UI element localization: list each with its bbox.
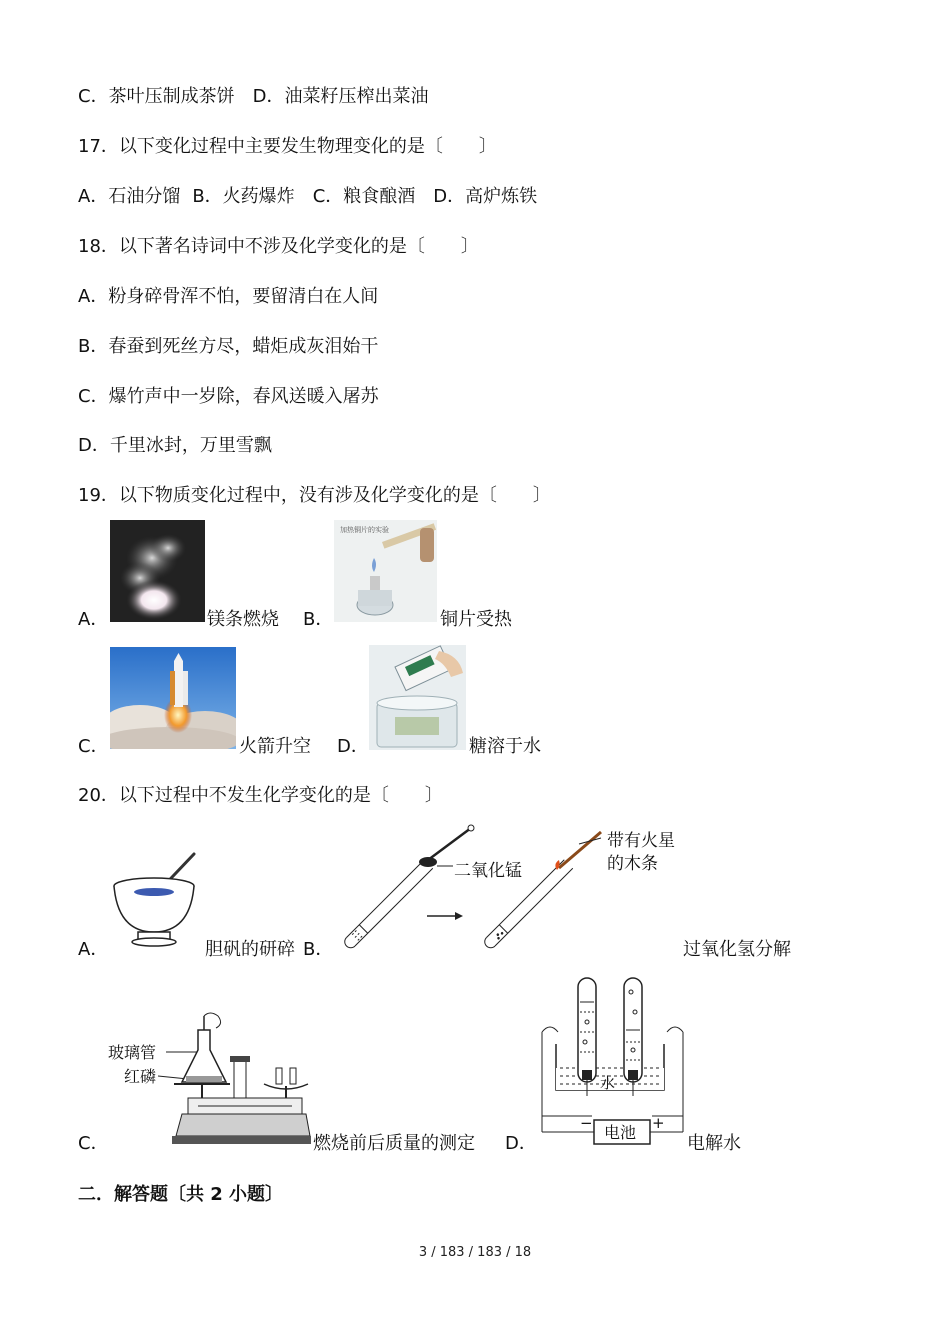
q20-b-prefix: B． xyxy=(303,939,334,960)
section-2-heading: 二．解答题〔共 2 小题〕 xyxy=(78,1184,284,1205)
q17-option-b: B．火药爆炸 xyxy=(192,186,295,207)
q20-d-prefix: D． xyxy=(505,1133,537,1154)
q20-stem: 20．以下过程中不发生化学变化的是〔 〕 xyxy=(78,785,443,806)
q19-a-prefix: A． xyxy=(78,609,109,630)
balance-red-phosphorus-diagram xyxy=(106,1010,311,1150)
hydrogen-peroxide-diagram xyxy=(333,822,683,954)
splint-label-line1: 带有火星 xyxy=(607,831,675,851)
battery-minus: − xyxy=(580,1114,593,1132)
glass-tube-label: 玻璃管 xyxy=(108,1043,157,1062)
battery-plus: + xyxy=(652,1114,665,1132)
copper-heating-photo xyxy=(334,520,437,622)
q18-option-b: B．春蚕到死丝方尽，蜡炬成灰泪始干 xyxy=(78,336,379,357)
q17-option-d: D．高炉炼铁 xyxy=(433,186,538,207)
battery-label: 电池 xyxy=(604,1123,637,1142)
q18-option-c: C．爆竹声中一岁除，春风送暖入屠苏 xyxy=(78,386,379,407)
red-phosphorus-label: 红磷 xyxy=(124,1067,157,1086)
q18-option-d: D．千里冰封，万里雪飘 xyxy=(78,435,272,456)
rocket-launch-photo xyxy=(110,647,236,749)
q20-a-prefix: A． xyxy=(78,939,109,960)
q20-a-caption: 胆矾的研碎 xyxy=(205,939,295,960)
q20-c-caption: 燃烧前后质量的测定 xyxy=(313,1133,475,1154)
q19-d-caption: 糖溶于水 xyxy=(469,736,541,757)
mortar-pestle-diagram xyxy=(108,850,200,950)
q19-c-prefix: C． xyxy=(78,736,109,757)
photo-note: 加热铜片的实验 xyxy=(340,526,389,534)
q20-d-caption: 电解水 xyxy=(687,1133,741,1154)
q19-b-prefix: B． xyxy=(303,609,334,630)
q18-option-a: A．粉身碎骨浑不怕，要留清白在人间 xyxy=(78,286,379,307)
q19-c-caption: 火箭升空 xyxy=(239,736,311,757)
q20-b-caption: 过氧化氢分解 xyxy=(683,939,791,960)
q19-d-prefix: D． xyxy=(337,736,369,757)
q18-stem: 18．以下著名诗词中不涉及化学变化的是〔 〕 xyxy=(78,236,479,257)
sugar-dissolving-photo xyxy=(369,645,466,750)
water-label: 水 xyxy=(600,1074,616,1092)
q16-option-c: C．茶叶压制成茶饼 xyxy=(78,86,235,107)
q17-option-c: C．粮食酿酒 xyxy=(312,186,416,207)
q19-a-caption: 镁条燃烧 xyxy=(207,609,279,630)
q16-options-line xyxy=(78,85,428,109)
electrolysis-water-diagram xyxy=(540,972,685,1150)
q17-option-a: A．石油分馏 xyxy=(78,186,181,207)
q17-stem: 17．以下变化过程中主要发生物理变化的是〔 〕 xyxy=(78,136,497,157)
q17-options-line xyxy=(78,185,537,209)
page-footer: 3 / 183 / 183 / 18 xyxy=(418,1245,532,1260)
q16-option-d: D．油菜籽压榨出菜油 xyxy=(252,86,429,107)
q19-stem: 19．以下物质变化过程中，没有涉及化学变化的是〔 〕 xyxy=(78,485,551,506)
q19-b-caption: 铜片受热 xyxy=(440,609,512,630)
q20-c-prefix: C． xyxy=(78,1133,109,1154)
splint-label-line2: 的木条 xyxy=(607,854,658,874)
mno2-label: 二氧化锰 xyxy=(454,861,522,881)
magnesium-burning-photo xyxy=(110,520,205,622)
